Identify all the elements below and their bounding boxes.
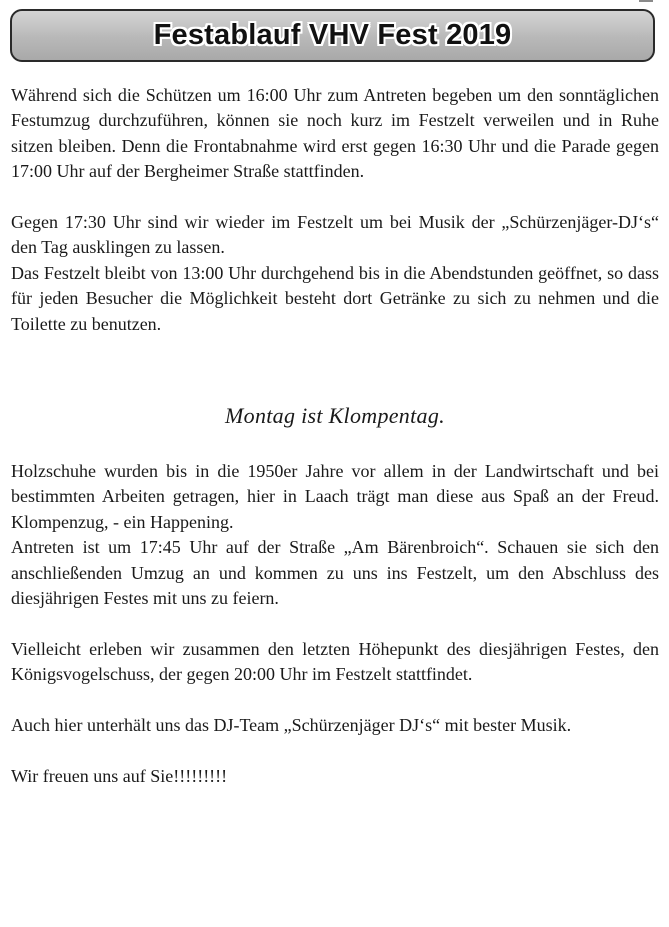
paragraph-sunday-parade: Während sich die Schützen um 16:00 Uhr zum Antreten begeben um den sonntäglichen Festumzug durchzuführen, können sie noch kurz im Festzelt verweilen und in Ruhe sitzen bleiben. Denn die Frontabnahme wird erst gegen 16:30 Uhr und die Parade gegen 17:00 Uhr auf der Bergheimer Straße stattfinden. — [11, 85, 659, 182]
paragraph-wooden-shoes: Holzschuhe wurden bis in die 1950er Jahre vor allem in der Landwirtschaft und bei bestimmten Arbeiten getragen, hier in Laach trägt man diese aus Spaß an der Freud. Klompenzug, - ein Happening. — [11, 461, 659, 532]
paragraph-assembly: Antreten ist um 17:45 Uhr auf der Straße „Am Bärenbroich“. Schauen sie sich den anschließenden Umzug an und kommen zu uns ins Festzelt, um den Abschluss des diesjährigen Festes mit uns zu feiern. — [11, 537, 659, 609]
section-heading-monday: Montag ist Klompentag. — [225, 403, 445, 429]
page-title: Festablauf VHV Fest 2019 — [153, 19, 512, 51]
paragraph-tent-hours: Das Festzelt bleibt von 13:00 Uhr durchgehend bis in die Abendstunden geöffnet, so dass für jeden Besucher die Möglichkeit besteht dort Getränke zu sich zu nehmen und die Toilette zu benutzen. — [11, 262, 659, 334]
paragraph-closing: Wir freuen uns auf Sie!!!!!!!!! — [11, 765, 228, 786]
paragraph-highlight: Vielleicht erleben wir zusammen den letzten Höhepunkt des diesjährigen Festes, den Königsvogelschuss, der gegen 20:00 Uhr im Festzelt stattfindet. — [11, 638, 659, 685]
paragraph-dj-team: Auch hier unterhält uns das DJ-Team „Schürzenjäger DJ‘s“ mit bester Musik. — [11, 715, 572, 736]
page-corner-mark — [639, 0, 653, 2]
paragraph-evening-music: Gegen 17:30 Uhr sind wir wieder im Festzelt um bei Musik der „Schürzenjäger-DJ‘s“ den Tag ausklingen zu lassen. — [11, 212, 659, 258]
article-body — [11, 83, 659, 789]
title-banner — [10, 9, 655, 62]
